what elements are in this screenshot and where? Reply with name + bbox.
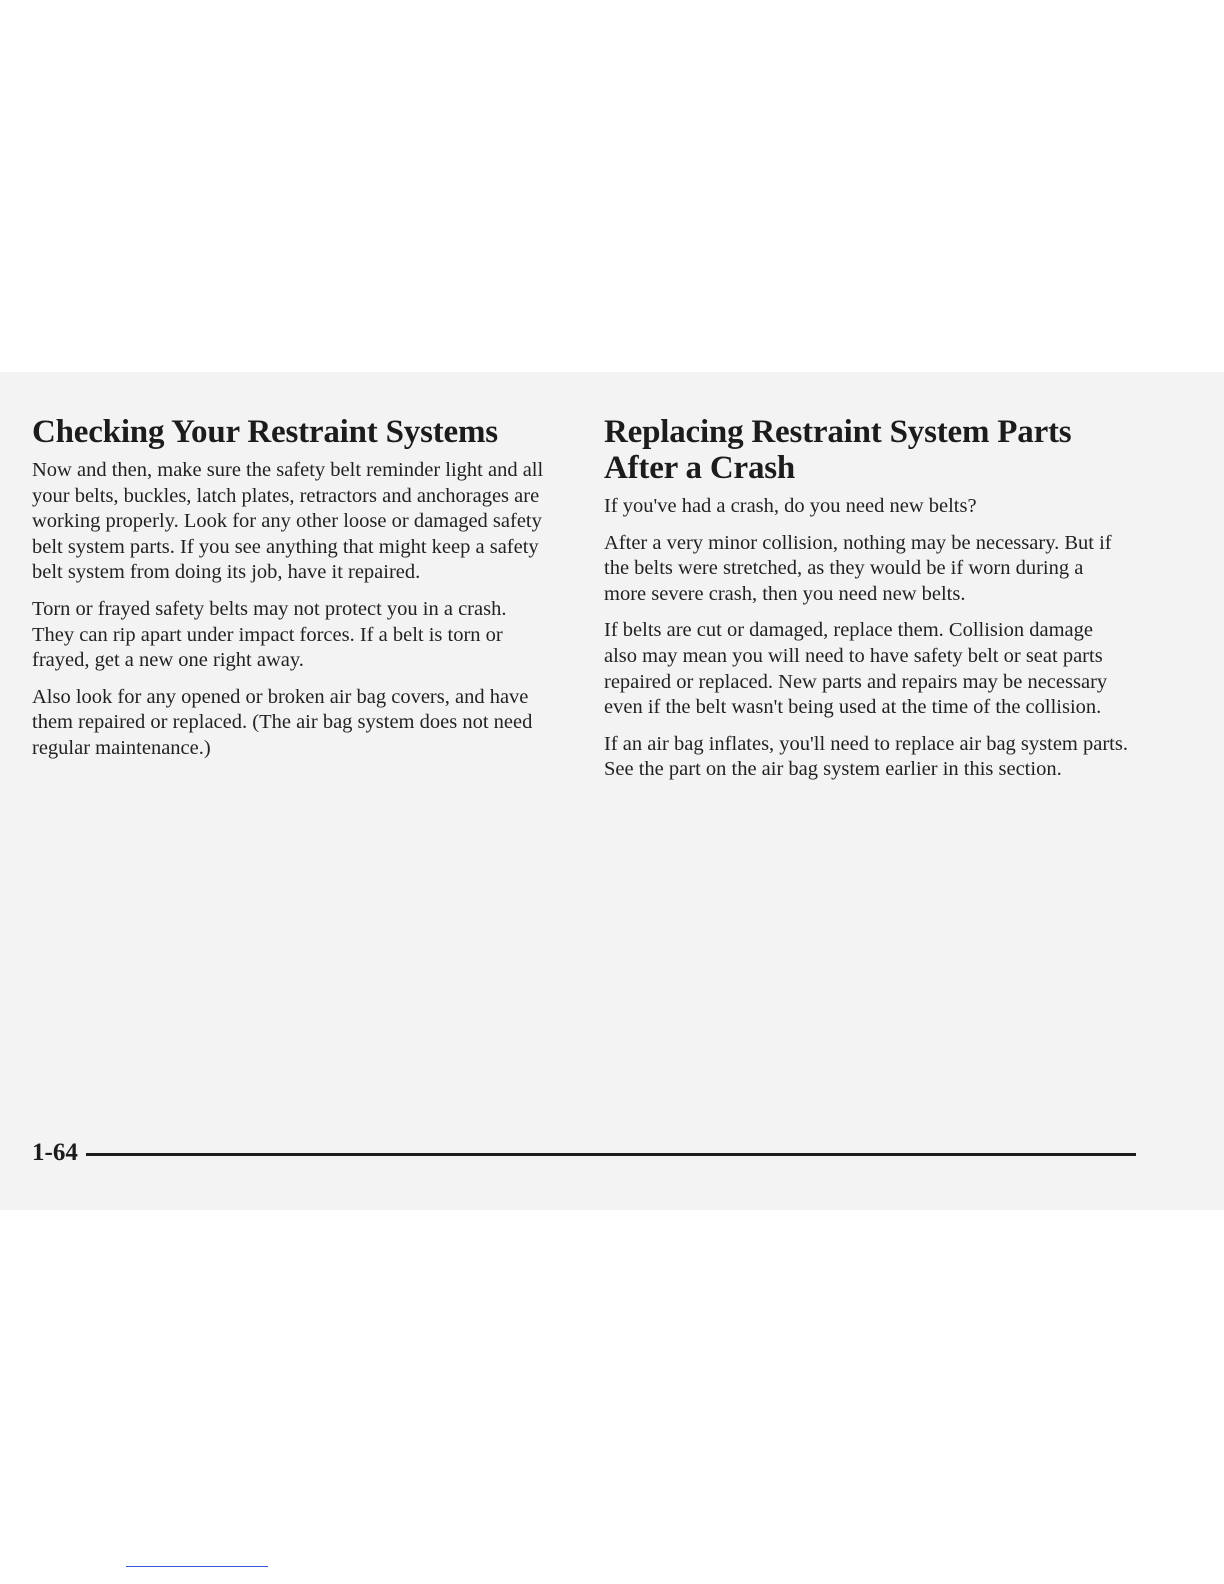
link-underline (126, 1566, 268, 1567)
page-footer (32, 1136, 1136, 1170)
checking-restraint-systems-section (32, 414, 552, 773)
paragraph: Also look for any opened or broken air bag covers, and have them repaired or replaced. (The air bag system does not need regular maintenance.) (32, 685, 533, 759)
paragraph: If belts are cut or damaged, replace them. Collision damage also may mean you will need to have safety belt or seat parts repaired or replaced. New parts and repairs may be necessary even if the belt wasn't being used at the time of the collision. (604, 619, 1108, 719)
paragraph: After a very minor collision, nothing may be necessary. But if the belts were stretched, as they would be if worn during a more severe crash, then you need new belts. (604, 531, 1112, 605)
paragraph: Now and then, make sure the safety belt reminder light and all your belts, buckles, latch plates, retractors and anchorages are working properly. Look for any other loose or damaged safety belt system parts. If you see anything that might keep a safety belt system from doing its job, have it repaired. (32, 459, 544, 584)
page-number: 1-64 (32, 1139, 78, 1166)
footer-rule (86, 1153, 1136, 1156)
paragraph: If an air bag inflates, you'll need to replace air bag system parts. See the part on the air bag system earlier in this section. (604, 732, 1128, 781)
section-heading: Checking Your Restraint Systems (32, 414, 498, 450)
paragraph: Torn or frayed safety belts may not protect you in a crash. They can rip apart under impact forces. If a belt is torn or frayed, get a new one right away. (32, 597, 507, 672)
replacing-restraint-parts-section (604, 414, 1130, 794)
paragraph: If you've had a crash, do you need new belts? (604, 495, 977, 517)
section-heading: Replacing Restraint System Parts After a Crash (604, 414, 1072, 486)
